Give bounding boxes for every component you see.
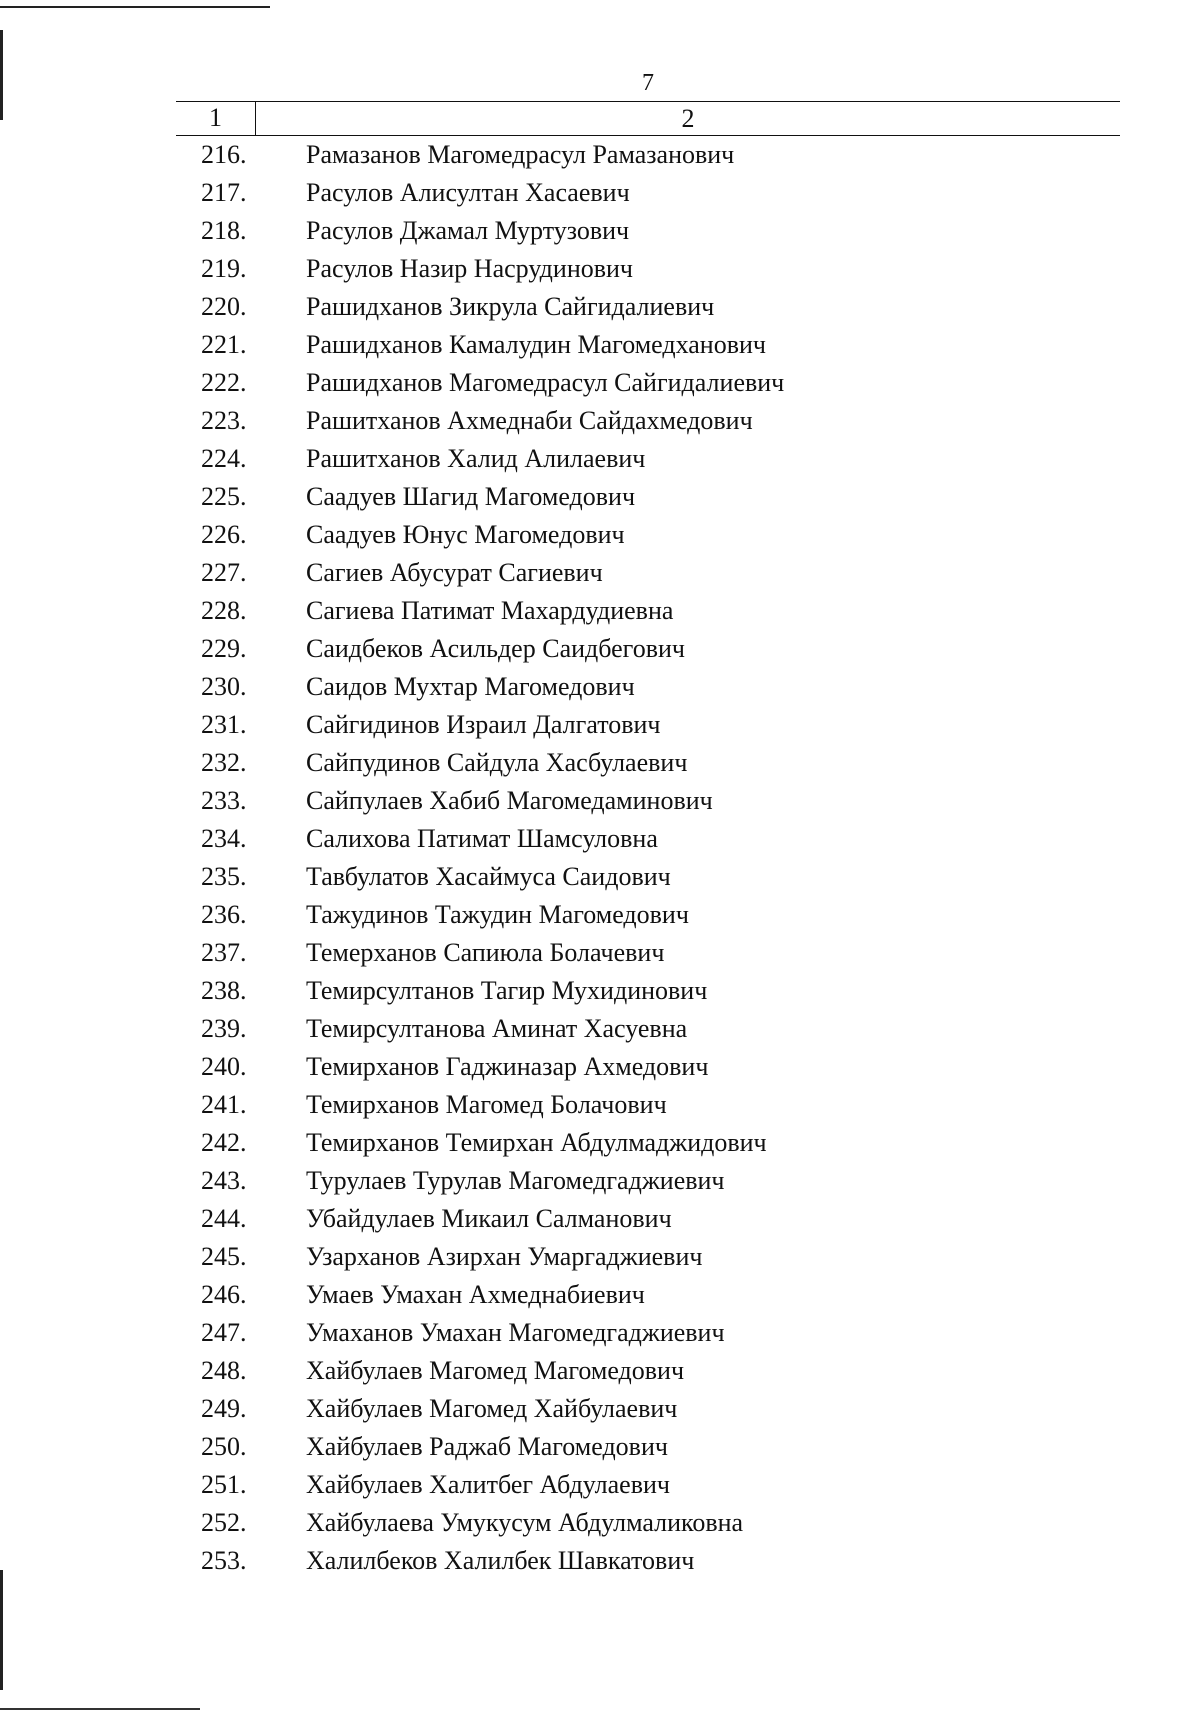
person-name: Тавбулатов Хасаймуса Саидович (306, 862, 671, 891)
person-name: Хайбулаев Раджаб Магомедович (306, 1432, 668, 1461)
name-list (176, 136, 1120, 1580)
person-name: Узарханов Азирхан Умаргаджиевич (306, 1242, 703, 1271)
scan-artifact-line (0, 1708, 200, 1710)
list-item (176, 1124, 1120, 1162)
person-name: Сагиев Абусурат Сагиевич (306, 558, 603, 587)
list-item (176, 174, 1120, 212)
item-number: 246. (201, 1280, 247, 1309)
person-name: Темерханов Сапиюла Болачевич (306, 938, 665, 967)
table-header (176, 101, 1120, 136)
item-number: 236. (201, 900, 247, 929)
item-number: 249. (201, 1394, 247, 1423)
list-item (176, 1542, 1120, 1580)
scan-artifact-edge (0, 1570, 3, 1690)
person-name: Рашидханов Камалудин Магомедханович (306, 330, 766, 359)
item-number: 245. (201, 1242, 247, 1271)
list-item (176, 1048, 1120, 1086)
list-item (176, 554, 1120, 592)
list-item (176, 516, 1120, 554)
person-name: Саидбеков Асильдер Саидбегович (306, 634, 685, 663)
person-name: Хайбулаев Магомед Магомедович (306, 1356, 685, 1385)
list-item (176, 1162, 1120, 1200)
list-item (176, 440, 1120, 478)
person-name: Саадуев Юнус Магомедович (306, 520, 625, 549)
list-item (176, 1200, 1120, 1238)
list-item (176, 744, 1120, 782)
person-name: Саидов Мухтар Магомедович (306, 672, 635, 701)
list-item (176, 1466, 1120, 1504)
item-number: 234. (201, 824, 247, 853)
list-item (176, 326, 1120, 364)
item-number: 250. (201, 1432, 247, 1461)
item-number: 224. (201, 444, 247, 473)
person-name: Саадуев Шагид Магомедович (306, 482, 636, 511)
list-item (176, 1238, 1120, 1276)
person-name: Рамазанов Магомедрасул Рамазанович (306, 140, 735, 169)
person-name: Умаханов Умахан Магомедгаджиевич (306, 1318, 725, 1347)
list-item (176, 1390, 1120, 1428)
item-number: 223. (201, 406, 247, 435)
list-item (176, 592, 1120, 630)
item-number: 229. (201, 634, 247, 663)
person-name: Убайдулаев Микаил Салманович (306, 1204, 672, 1233)
item-number: 222. (201, 368, 247, 397)
header-column-1: 1 (176, 102, 256, 135)
list-item (176, 858, 1120, 896)
list-item (176, 1504, 1120, 1542)
person-name: Салихова Патимат Шамсуловна (306, 824, 658, 853)
item-number: 227. (201, 558, 247, 587)
list-item (176, 1010, 1120, 1048)
person-name: Рашитханов Халид Алилаевич (306, 444, 646, 473)
item-number: 237. (201, 938, 247, 967)
list-item (176, 820, 1120, 858)
person-name: Халилбеков Халилбек Шавкатович (306, 1546, 695, 1575)
person-name: Расулов Назир Насрудинович (306, 254, 634, 283)
page-number: 7 (642, 70, 654, 96)
list-item (176, 212, 1120, 250)
list-item (176, 1352, 1120, 1390)
list-item (176, 630, 1120, 668)
item-number: 228. (201, 596, 247, 625)
list-item (176, 1276, 1120, 1314)
header-column-2: 2 (681, 104, 695, 133)
person-name: Темирсултанова Аминат Хасуевна (306, 1014, 688, 1043)
item-number: 233. (201, 786, 247, 815)
list-item (176, 1314, 1120, 1352)
item-number: 251. (201, 1470, 247, 1499)
person-name: Темирханов Гаджиназар Ахмедович (306, 1052, 709, 1081)
person-name: Хайбулаев Магомед Хайбулаевич (306, 1394, 678, 1423)
list-item (176, 478, 1120, 516)
list-item (176, 250, 1120, 288)
person-name: Турулаев Турулав Магомедгаджиевич (306, 1166, 725, 1195)
item-number: 240. (201, 1052, 247, 1081)
item-number: 217. (201, 178, 247, 207)
person-name: Сайгидинов Израил Далгатович (306, 710, 661, 739)
list-item (176, 972, 1120, 1010)
person-name: Рашидханов Магомедрасул Сайгидалиевич (306, 368, 785, 397)
list-item (176, 1428, 1120, 1466)
list-item (176, 706, 1120, 744)
item-number: 244. (201, 1204, 247, 1233)
item-number: 218. (201, 216, 247, 245)
item-number: 253. (201, 1546, 247, 1575)
list-item (176, 668, 1120, 706)
list-item (176, 288, 1120, 326)
list-item (176, 402, 1120, 440)
person-name: Темирханов Темирхан Абдулмаджидович (306, 1128, 767, 1157)
person-name: Расулов Алисултан Хасаевич (306, 178, 630, 207)
item-number: 231. (201, 710, 247, 739)
list-item (176, 934, 1120, 972)
item-number: 219. (201, 254, 247, 283)
person-name: Сагиева Патимат Махардудиевна (306, 596, 674, 625)
item-number: 230. (201, 672, 247, 701)
item-number: 225. (201, 482, 247, 511)
person-name: Умаев Умахан Ахмеднабиевич (306, 1280, 645, 1309)
scan-artifact-edge (0, 30, 3, 120)
item-number: 247. (201, 1318, 247, 1347)
person-name: Хайбулаев Халитбег Абдулаевич (306, 1470, 670, 1499)
item-number: 232. (201, 748, 247, 777)
item-number: 220. (201, 292, 247, 321)
person-name: Сайпулаев Хабиб Магомедаминович (306, 786, 713, 815)
person-name: Расулов Джамал Муртузович (306, 216, 630, 245)
item-number: 216. (201, 140, 247, 169)
person-name: Тажудинов Тажудин Магомедович (306, 900, 689, 929)
list-item (176, 364, 1120, 402)
list-item (176, 136, 1120, 174)
list-item (176, 896, 1120, 934)
scan-artifact-line (0, 6, 270, 8)
list-item (176, 782, 1120, 820)
item-number: 226. (201, 520, 247, 549)
item-number: 243. (201, 1166, 247, 1195)
item-number: 248. (201, 1356, 247, 1385)
item-number: 252. (201, 1508, 247, 1537)
person-name: Рашитханов Ахмеднаби Сайдахмедович (306, 406, 753, 435)
list-item (176, 1086, 1120, 1124)
item-number: 238. (201, 976, 247, 1005)
item-number: 239. (201, 1014, 247, 1043)
person-name: Темирханов Магомед Болачович (306, 1090, 667, 1119)
item-number: 242. (201, 1128, 247, 1157)
item-number: 241. (201, 1090, 247, 1119)
person-name: Хайбулаева Умукусум Абдулмаликовна (306, 1508, 744, 1537)
person-name: Сайпудинов Сайдула Хасбулаевич (306, 748, 688, 777)
item-number: 235. (201, 862, 247, 891)
person-name: Темирсултанов Тагир Мухидинович (306, 976, 708, 1005)
item-number: 221. (201, 330, 247, 359)
person-name: Рашидханов Зикрула Сайгидалиевич (306, 292, 715, 321)
